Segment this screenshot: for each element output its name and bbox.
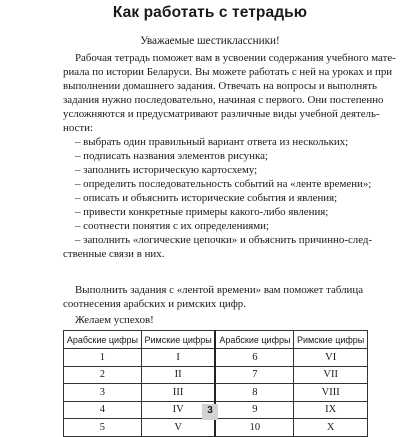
list-item: – определить последовательность событий на «ленте времени»;	[75, 178, 372, 190]
page-number: 3	[207, 405, 213, 416]
table-cell: VI	[294, 349, 368, 367]
table-header-row	[64, 331, 368, 349]
table-cell: 3	[64, 384, 142, 402]
table-cell: V	[141, 419, 215, 437]
table-cell: X	[294, 419, 368, 437]
column-header: Арабские цифры	[215, 331, 293, 349]
table-cell: 8	[215, 384, 293, 402]
column-header: Римские цифры	[294, 331, 368, 349]
list-item: – заполнить «логические цепочки» и объяснить причинно-след-	[75, 234, 373, 246]
paragraph-line: Выполнить задания с «лентой времени» вам поможет таблица	[75, 284, 364, 296]
table-cell: 4	[64, 401, 142, 419]
table-cell: 2	[64, 366, 142, 384]
list-item: – соотнести понятия с их определениями;	[75, 220, 270, 232]
activity-list	[63, 135, 373, 261]
paragraph-line: ности:	[63, 122, 93, 134]
table-cell: 1	[64, 349, 142, 367]
table-cell: I	[141, 349, 215, 367]
paragraph-line: риала по истории Беларуси. Вы можете работать с ней на уроках и при	[63, 66, 393, 78]
table-row	[64, 384, 368, 402]
list-item-continuation: ственные связи в них.	[63, 248, 165, 260]
column-header: Арабские цифры	[64, 331, 142, 349]
paragraph-line: выполнении домашнего задания. Отвечать на вопросы и выполнять	[63, 80, 377, 92]
table-cell: 6	[215, 349, 293, 367]
column-header: Римские цифры	[141, 331, 215, 349]
table-cell: VII	[294, 366, 368, 384]
table-cell: IX	[294, 401, 368, 419]
list-item: – заполнить историческую картосхему;	[75, 164, 258, 176]
table-row	[64, 419, 368, 437]
table-cell: VIII	[294, 384, 368, 402]
list-item: – выбрать один правильный вариант ответа из нескольких;	[75, 136, 349, 148]
paragraph-line: соотнесения арабских и римских цифр.	[63, 298, 246, 310]
table-cell: II	[141, 366, 215, 384]
table-cell: 5	[64, 419, 142, 437]
paragraph-line: усложняются и предусматривают различные виды учебной деятель-	[63, 108, 380, 120]
intro-paragraph	[63, 51, 396, 135]
greeting: Уважаемые шестиклассники!	[140, 35, 280, 47]
numerals-table	[63, 330, 368, 437]
table-cell: IV	[141, 401, 215, 419]
table-cell: 10	[215, 419, 293, 437]
page-title: Как работать с тетрадью	[112, 4, 308, 21]
paragraph-line: Рабочая тетрадь поможет вам в усвоении содержания учебного мате-	[75, 52, 396, 64]
table-cell: 7	[215, 366, 293, 384]
table-cell: 9	[215, 401, 293, 419]
list-item: – привести конкретные примеры какого-либо явления;	[75, 206, 329, 218]
table-cell: III	[141, 384, 215, 402]
table-row	[64, 366, 368, 384]
table-intro-paragraph	[63, 283, 363, 311]
table-row	[64, 349, 368, 367]
list-item: – подписать названия элементов рисунка;	[75, 150, 268, 162]
paragraph-line: задания нужно последовательно, начиная с первого. Они постепенно	[63, 94, 384, 106]
list-item: – описать и объяснить исторические события и явления;	[75, 192, 338, 204]
closing-wish: Желаем успехов!	[75, 314, 154, 326]
